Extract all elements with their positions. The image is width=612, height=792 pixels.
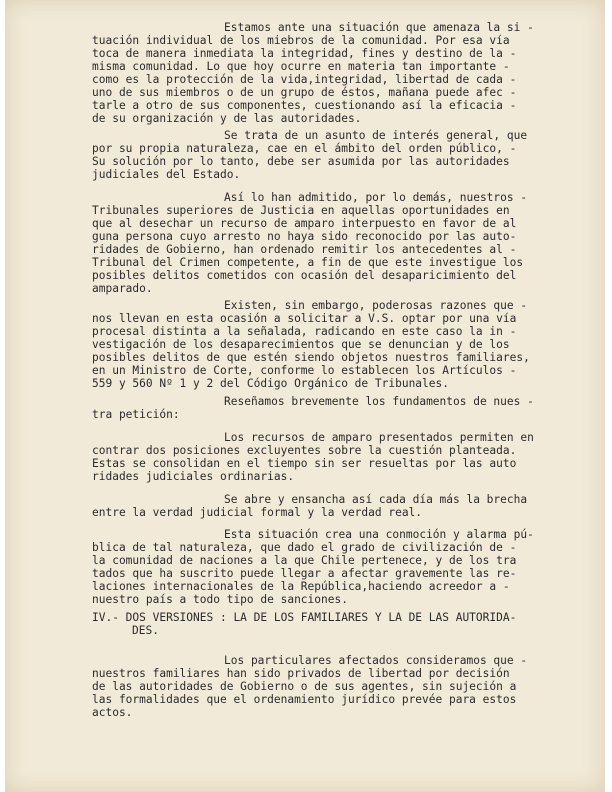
text-line: Así lo han admitido, por lo demás, nuestros - (224, 191, 528, 204)
text-line: que al desechar un recurso de amparo interpuesto en favor de al (92, 217, 517, 230)
text-line: guna persona cuyo arresto no haya sido reconocido por las auto- (92, 230, 517, 243)
text-line: la comunidad de naciones a la que Chile pertenece, y de los tra (92, 554, 517, 567)
text-line: en un Ministro de Corte, conforme lo establecen los Artículos - (92, 364, 517, 377)
text-line: Estas se consolidan en el tiempo sin ser resueltas por las auto (92, 457, 517, 470)
text-line: por su propia naturaleza, cae en el ámbito del orden público, - (92, 142, 517, 155)
text-line: procesal distinta a la señalada, radicando en este caso la in - (92, 325, 517, 338)
text-line: Reseñamos brevemente los fundamentos de nues - (224, 395, 534, 408)
section-heading-line: IV.- DOS VERSIONES : LA DE LOS FAMILIARES Y LA DE LAS AUTORIDA- (92, 611, 517, 624)
text-line: Se abre y ensancha así cada día más la brecha (224, 493, 528, 506)
text-line: como es la protección de la vida,integridad, libertad de cada - (92, 73, 517, 86)
text-line: tados que ha suscrito puede llegar a afectar gravemente las re- (92, 567, 517, 580)
text-line: Esta situación crea una conmoción y alarma pú- (224, 528, 534, 541)
text-line: Los recursos de amparo presentados permiten en (224, 431, 534, 444)
text-line: contrar dos posiciones excluyentes sobre la cuestión planteada. (92, 444, 517, 457)
text-line: Los particulares afectados consideramos que - (224, 654, 528, 667)
text-line: toca de manera inmediata la integridad, fines y destino de la - (92, 47, 517, 60)
text-line: posibles delitos cometidos con ocasión del desaparicimiento del (92, 269, 517, 282)
text-line: laciones internacionales de la República,haciendo acreedor a - (92, 580, 510, 593)
document-body (5, 0, 605, 792)
document-page (5, 0, 605, 792)
text-line: Se trata de un asunto de interés general, que (224, 129, 528, 142)
text-line: Tribunales superiores de Justicia en aquellas oportunidades en (92, 204, 510, 217)
text-line: blica de tal naturaleza, que dado el grado de civilización de - (92, 541, 517, 554)
section-heading-line: DES. (132, 624, 159, 637)
text-line: ridades judiciales ordinarias. (92, 470, 295, 483)
text-line: de su organización y de las autoridades. (92, 112, 362, 125)
text-line: de las autoridades de Gobierno o de sus agentes, sin sujeción a (92, 680, 517, 693)
text-line: entre la verdad judicial formal y la verdad real. (92, 506, 423, 519)
text-line: nos llevan en esta ocasión a solicitar a V.S. optar por una vía (92, 312, 517, 325)
text-line: tra petición: (92, 408, 180, 421)
text-line: vestigación de los desaparecimientos que se denuncian y de los (92, 338, 510, 351)
text-line: ridades de Gobierno, han ordenado remitir los antecedentes al - (92, 243, 517, 256)
text-line: uno de sus miembros o de un grupo de éstos, mañana puede afec - (92, 86, 517, 99)
text-line: 559 y 560 Nº 1 y 2 del Código Orgánico de Tribunales. (92, 377, 449, 390)
text-line: las formalidades que el ordenamiento jurídico prevée para estos (92, 693, 517, 706)
text-line: Su solución por lo tanto, debe ser asumida por las autoridades (92, 155, 510, 168)
text-line: misma comunidad. Lo que hoy ocurre en materia tan importante - (92, 60, 510, 73)
text-line: amparado. (92, 282, 153, 295)
text-line: Existen, sin embargo, poderosas razones que - (224, 299, 528, 312)
text-line: judiciales del Estado. (92, 168, 241, 181)
text-line: tuación individual de los miebros de la comunidad. Por esa vía (92, 34, 510, 47)
text-line: Estamos ante una situación que amenaza la si - (224, 21, 534, 34)
text-line: tarle a otro de sus componentes, cuestionando así la eficacia - (92, 99, 517, 112)
text-line: actos. (92, 706, 133, 719)
text-line: nuestro país a todo tipo de sanciones. (92, 593, 348, 606)
text-line: Tribunal del Crimen competente, a fin de que este investigue los (92, 256, 524, 269)
text-line: nuestros familiares han sido privados de libertad por decisión (92, 667, 510, 680)
text-line: posibles delitos de que estén siendo objetos nuestros familiares, (92, 351, 530, 364)
